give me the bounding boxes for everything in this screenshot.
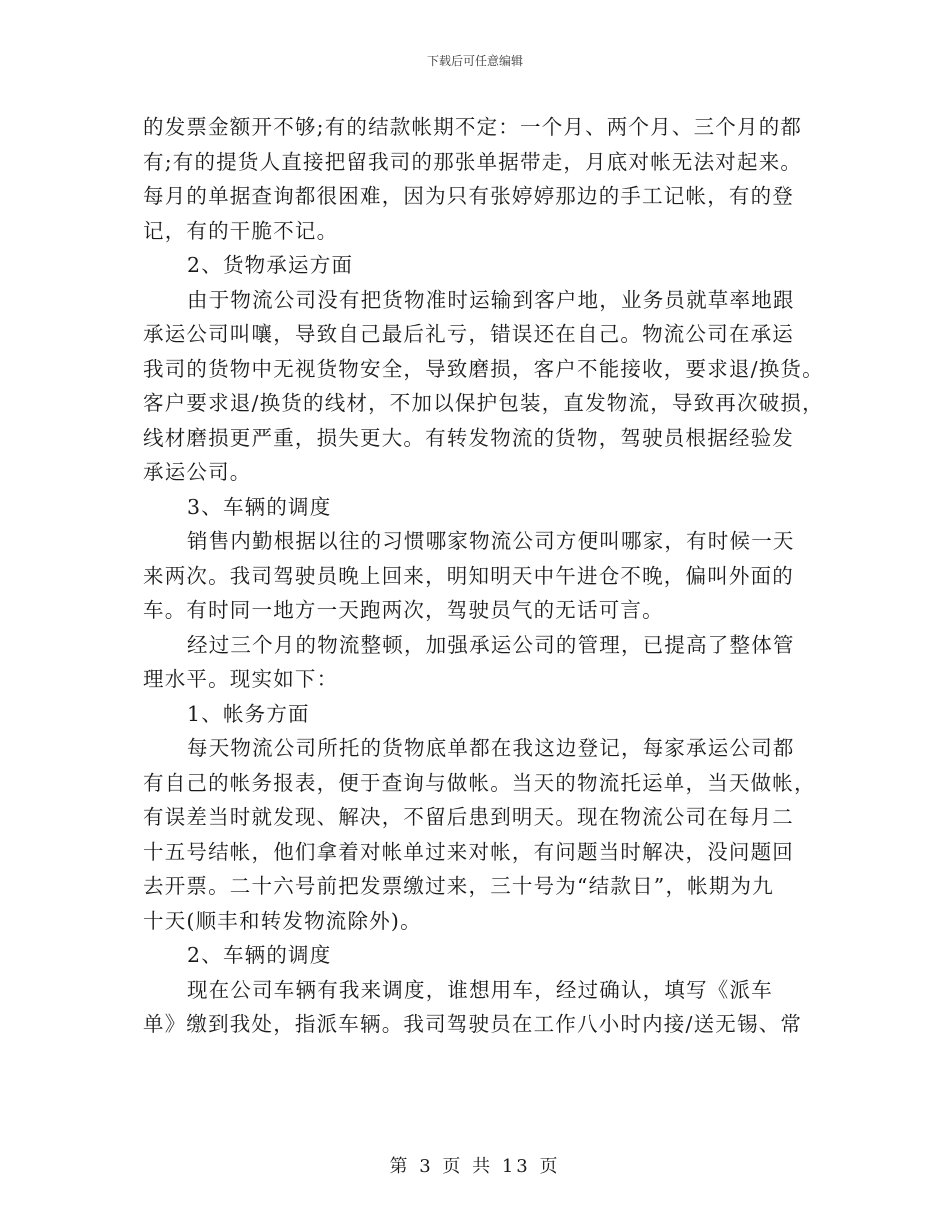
text-line: 每天物流公司所托的货物底单都在我这边登记，每家承运公司都	[187, 736, 795, 760]
text-line: 我司的货物中无视货物安全，导致磨损，客户不能接收，要求退/换货。	[143, 356, 824, 381]
text-line: 来两次。我司驾驶员晚上回来，明知明天中午进仓不晚，偏叫外面的	[143, 563, 794, 588]
text-line: 有;有的提货人直接把留我司的那张单据带走，月底对帐无法对起来。	[143, 149, 803, 174]
text-line: 有误差当时就发现、解决，不留后患到明天。现在物流公司在每月二	[143, 805, 794, 829]
text-line: 3、车辆的调度	[187, 494, 332, 519]
text-line: 车。有时同一地方一天跑两次，驾驶员气的无话可言。	[143, 598, 664, 622]
text-line: 承运公司叫嚷，导致自己最后礼亏，错误还在自己。物流公司在承运	[143, 322, 794, 346]
text-line: 十天(顺丰和转发物流除外)。	[143, 908, 422, 933]
text-line: 客户要求退/换货的线材，不加以保护包装，直发物流，导致再次破损，	[143, 391, 824, 415]
text-line: 2、货物承运方面	[187, 253, 354, 277]
text-line: 十五号结帐，他们拿着对帐单过来对帐，有问题当时解决，没问题回	[143, 839, 794, 864]
text-line: 经过三个月的物流整顿，加强承运公司的管理，已提高了整体管	[187, 632, 795, 657]
text-line: 1、帐务方面	[187, 701, 310, 726]
text-line: 有自己的帐务报表，便于查询与做帐。当天的物流托运单，当天做帐，	[143, 770, 816, 795]
text-line: 现在公司车辆有我来调度，谁想用车，经过确认，填写《派车	[187, 977, 773, 1002]
text-line: 2、车辆的调度	[187, 943, 332, 967]
text-line: 理水平。现实如下：	[143, 667, 339, 691]
text-line: 由于物流公司没有把货物准时运输到客户地，业务员就草率地跟	[187, 287, 795, 312]
text-line: 的发票金额开不够;有的结款帐期不定：一个月、两个月、三个月的都	[143, 115, 803, 139]
text-line: 承运公司。	[143, 460, 252, 484]
page-header: 下载后可任意编辑	[426, 54, 523, 68]
text-line: 单》缴到我处，指派车辆。我司驾驶员在工作八小时内接/送无锡、常	[143, 1012, 803, 1036]
page-footer: 第 3 页 共 13 页	[389, 1156, 561, 1177]
text-line: 线材磨损更严重，损失更大。有转发物流的货物，驾驶员根据经验发	[143, 425, 794, 450]
body-text	[143, 110, 833, 1042]
text-line: 每月的单据查询都很困难，因为只有张婷婷那边的手工记帐，有的登	[143, 184, 794, 208]
text-line: 销售内勤根据以往的习惯哪家物流公司方便叫哪家，有时候一天	[187, 529, 795, 553]
text-line: 去开票。二十六号前把发票缴过来，三十号为“结款日”，帐期为九	[143, 874, 774, 898]
text-line: 记，有的干脆不记。	[143, 218, 339, 243]
